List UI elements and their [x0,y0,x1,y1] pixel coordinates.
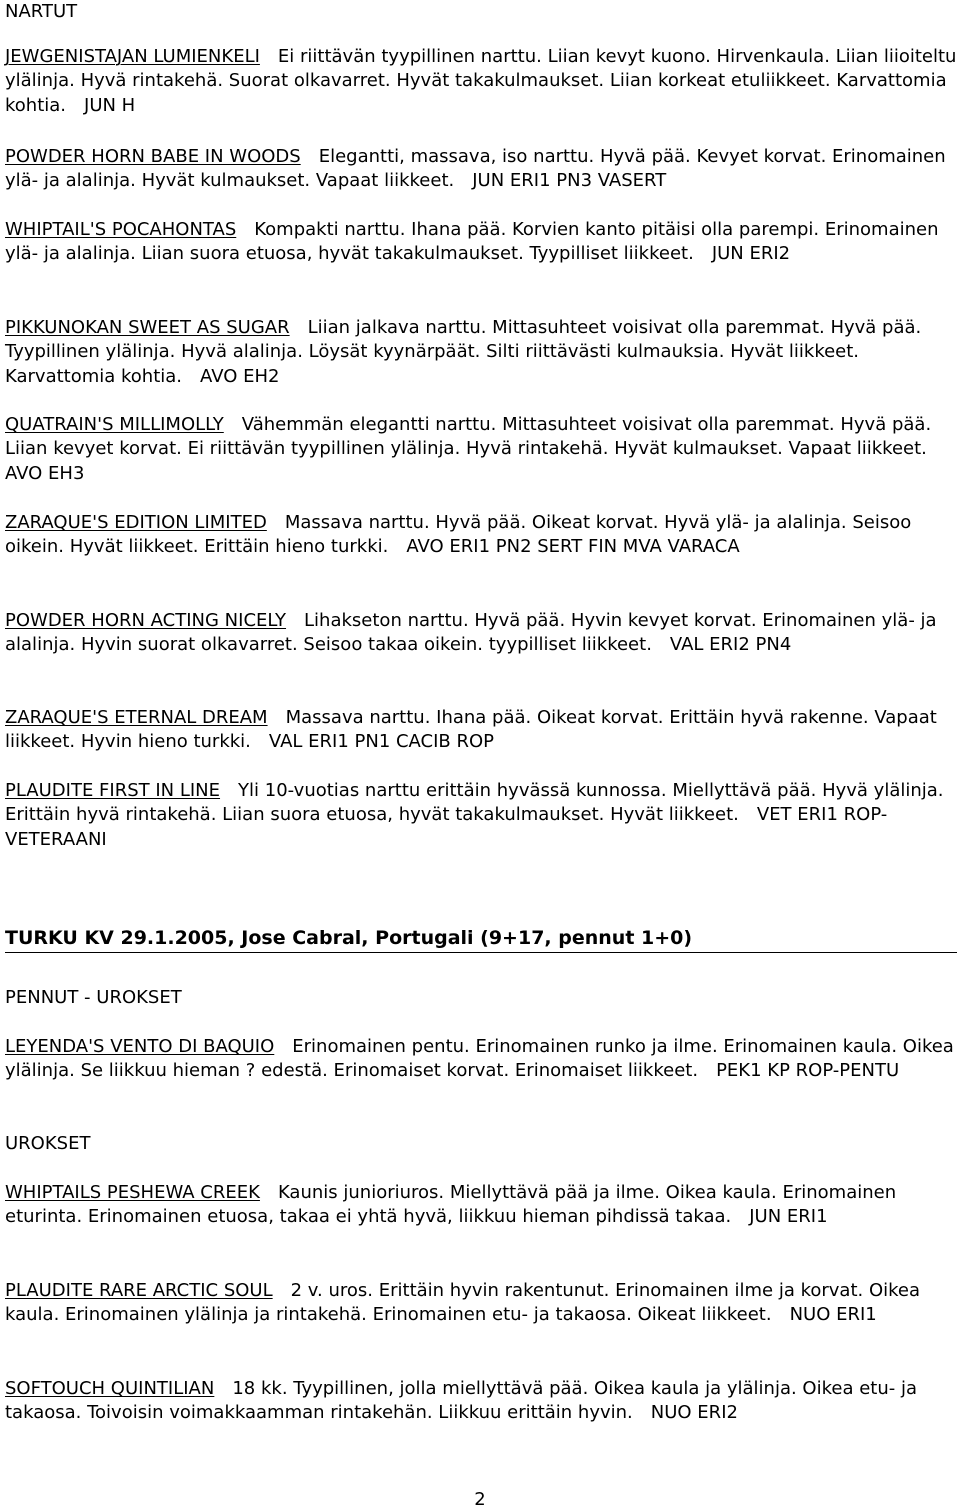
entry-result: JUN ERI2 [711,243,791,265]
dog-name: SOFTOUCH QUINTILIAN [5,1378,215,1399]
entry-zaraques-edition-limited [5,511,957,560]
entry-pikkunokan-sweet [5,316,957,389]
dog-name: POWDER HORN ACTING NICELY [5,610,287,631]
entry-result: AVO EH3 [5,462,85,484]
dog-name: WHIPTAIL'S POCAHONTAS [5,219,237,240]
entry-whiptails-peshewa-creek [5,1181,957,1230]
entry-critique: Massava narttu. Hyvä pää. Oikeat korvat. Hyvä ylä- ja alalinja. Seisoo oikein. Hyvät liikkeet. Erittäin hieno turkki. [5,512,912,558]
entry-critique: 2 v. uros. Erittäin hyvin rakentunut. Erinomainen ilme ja korvat. Oikea kaula. Erinomainen ylälinja ja rintakehä. Erinomainen etu- ja takaosa. Oikeat liikkeet. [5,1280,921,1326]
entry-result: NUO ERI2 [650,1402,738,1424]
entry-plaudite-first-in-line [5,779,957,852]
entry-critique: Massava narttu. Ihana pää. Oikeat korvat. Erittäin hyvä rakenne. Vapaat liikkeet. Hyvin hieno turkki. [5,707,937,753]
dog-name: POWDER HORN BABE IN WOODS [5,146,301,167]
entry-critique: Erinomainen pentu. Erinomainen runko ja ilme. Erinomainen kaula. Oikea ylälinja. Se liikkuu hieman ? edestä. Erinomaiset korvat. Erinomaiset liikkeet. [5,1036,954,1082]
dog-name: PIKKUNOKAN SWEET AS SUGAR [5,317,290,338]
entry-powder-horn-acting-nicely [5,609,957,658]
entry-critique: Vähemmän elegantti narttu. Mittasuhteet voisivat olla paremmat. Hyvä pää. Liian kevyet korvat. Ei riittävän tyypillinen ylälinja. Hyvä rintakehä. Hyvät kulmaukset. Vapaat liikkeet. [5,414,932,460]
entry-critique: Ei riittävän tyypillinen narttu. Liian kevyt kuono. Hirvenkaula. Liian liioiteltu ylälinja. Hyvä rintakehä. Suorat olkavarret. Hyvät takakulmaukset. Liian korkeat etuliikkeet. Karvattomia kohtia. [5,46,957,116]
dog-name: ZARAQUE'S ETERNAL DREAM [5,707,268,728]
entry-result: VET ERI1 ROP-VETERAANI [5,804,888,850]
dog-name: JEWGENISTAJAN LUMIENKELI [5,46,260,67]
entry-result: NUO ERI1 [789,1304,877,1326]
entry-quatrains-millimolly [5,413,957,486]
show-heading [5,926,957,953]
entry-critique: Elegantti, massava, iso narttu. Hyvä pää. Kevyet korvat. Erinomainen ylä- ja alalinja. Hyvät kulmaukset. Vapaat liikkeet. [5,146,946,192]
section-label-pennut-urokset [5,986,182,1010]
entry-result: VAL ERI2 PN4 [669,634,792,656]
page-number: 2 [474,1489,486,1510]
entry-result: JUN H [84,94,136,116]
dog-name: PLAUDITE RARE ARCTIC SOUL [5,1280,273,1301]
entry-whiptails-pocahontas [5,218,957,267]
entry-result: VAL ERI1 PN1 CACIB ROP [268,731,495,753]
entry-result: PEK1 KP ROP-PENTU [716,1060,900,1082]
section-label-text: NARTUT [5,1,78,22]
dog-name: WHIPTAILS PESHEWA CREEK [5,1182,260,1203]
dog-name: PLAUDITE FIRST IN LINE [5,780,221,801]
show-heading-text: TURKU KV 29.1.2005, Jose Cabral, Portugali (9+17, pennut 1+0) [5,927,693,949]
section-label-text: PENNUT - UROKSET [5,987,182,1008]
dog-name: QUATRAIN'S MILLIMOLLY [5,414,224,435]
entry-result: AVO ERI1 PN2 SERT FIN MVA VARACA [406,536,740,558]
entry-jewgenistajan-lumienkeli [5,45,957,118]
entry-critique: Yli 10-vuotias narttu erittäin hyvässä kunnossa. Miellyttävä pää. Hyvä ylälinja. Erittäin hyvä rintakehä. Liian suora etuosa, hyvät takakulmaukset. Hyvät liikkeet. [5,780,944,826]
section-label-urokset [5,1132,90,1156]
entry-plaudite-rare-arctic-soul [5,1279,957,1328]
entry-result: JUN ERI1 PN3 VASERT [472,170,667,192]
entry-zaraques-eternal-dream [5,706,957,755]
entry-result: AVO EH2 [200,365,280,387]
dog-name: ZARAQUE'S EDITION LIMITED [5,512,267,533]
entry-critique: Kompakti narttu. Ihana pää. Korvien kanto pitäisi olla parempi. Erinomainen ylä- ja alalinja. Liian suora etuosa, hyvät takakulmaukset. Tyypilliset liikkeet. [5,219,939,265]
entry-result: JUN ERI1 [749,1206,828,1228]
entry-softouch-quintilian [5,1377,957,1426]
entry-critique: Kaunis junioriuros. Miellyttävä pää ja ilme. Oikea kaula. Erinomainen eturinta. Erinomainen etuosa, takaa ei yhtä hyvä, liikkuu hieman pihdissä takaa. [5,1182,897,1228]
section-label-nartut [5,0,77,24]
entry-critique: Lihakseton narttu. Hyvä pää. Hyvin kevyet korvat. Erinomainen ylä- ja alalinja. Hyvin suorat olkavarret. Seisoo takaa oikein. tyypilliset liikkeet. [5,610,937,656]
section-label-text: UROKSET [5,1133,91,1154]
dog-name: LEYENDA'S VENTO DI BAQUIO [5,1036,275,1057]
entry-critique: 18 kk. Tyypillinen, jolla miellyttävä pää. Oikea kaula ja ylälinja. Oikea etu- ja takaosa. Toivoisin voimakkaamman rintakehän. Liikkuu erittäin hyvin. [5,1378,917,1424]
entry-powder-horn-babe [5,145,957,194]
entry-critique: Liian jalkava narttu. Mittasuhteet voisivat olla paremmat. Hyvä pää. Tyypillinen ylälinja. Hyvä alalinja. Löysät kyynärpäät. Silti riittävästi kulmauksia. Hyvät liikkeet. Karvattomia kohtia. [5,317,922,387]
entry-leyendas-vento-di-baquio [5,1035,957,1084]
